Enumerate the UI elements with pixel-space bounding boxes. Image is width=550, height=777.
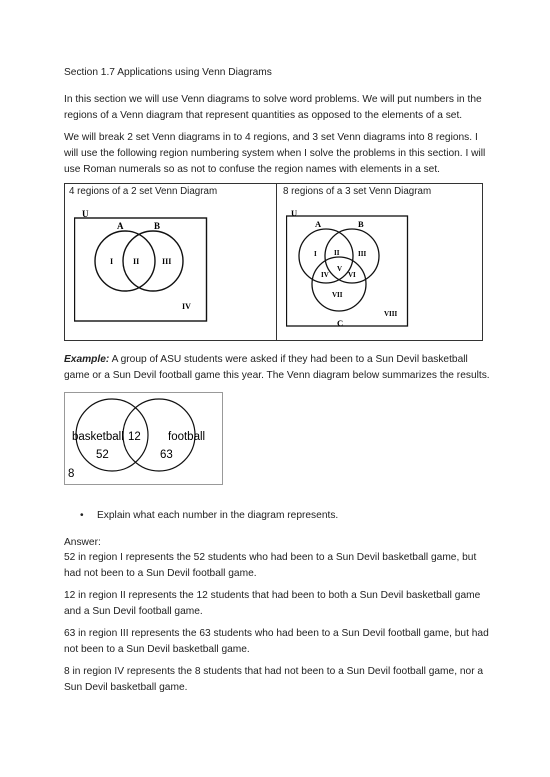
both-count: 12 (128, 431, 141, 443)
example-venn-diagram (64, 392, 224, 486)
two-set-venn-diagram (74, 209, 224, 324)
universe-label: U (291, 208, 298, 218)
set-b-circle (123, 231, 183, 291)
set-c-label: C (337, 318, 344, 328)
intro-paragraph-2: We will break 2 set Venn diagrams in to 4 regions, and 3 set Venn diagrams into 8 regions. I will use the following region numbering system when I solve the problems in this section. I will use Roman numerals so as not to confuse the region names with elements in a set. (64, 132, 486, 175)
example-text: A group of ASU students were asked if they had been to a Sun Devil basketball game or a Sun Devil football game this year. The Venn diagram below summarizes the results. (64, 354, 490, 381)
basketball-label: basketball (72, 431, 124, 443)
universe-label: U (82, 209, 89, 219)
region-label: I (314, 250, 317, 258)
table-divider (276, 184, 277, 340)
set-b-label: B (358, 219, 364, 229)
region-label: IV (321, 271, 329, 279)
football-label: football (168, 431, 206, 443)
region-label: III (358, 250, 367, 258)
answer-heading: Answer: (64, 537, 101, 548)
section-title: Section 1.7 Applications using Venn Diagrams (64, 67, 272, 78)
region-table (64, 183, 483, 341)
answer-line: 8 in region IV represents the 8 students that had not been to a Sun Devil football game, nor a Sun Devil basketball game. (64, 666, 484, 693)
left-cell-header: 4 regions of a 2 set Venn Diagram (69, 186, 218, 197)
bullet-marker: • (80, 510, 84, 521)
three-set-venn-diagram (286, 208, 411, 328)
region-label: II (334, 249, 340, 257)
region-label: II (133, 257, 140, 266)
football-only-count: 63 (160, 449, 173, 461)
set-a-label: A (117, 221, 124, 231)
question-text: Explain what each number in the diagram represents. (97, 510, 339, 521)
answer-line: 63 in region III represents the 63 students who had been to a Sun Devil football game, but had not been to a Sun Devil basketball game. (64, 628, 489, 655)
region-label: III (162, 257, 172, 266)
example-paragraph (64, 352, 494, 384)
region-label: VIII (384, 310, 398, 318)
region-label: IV (182, 302, 191, 311)
answer-line: 52 in region I represents the 52 students who had been to a Sun Devil basketball game, but had not been to a Sun Devil football game. (64, 552, 477, 579)
set-a-label: A (315, 219, 322, 229)
neither-count: 8 (68, 468, 75, 480)
set-a-circle (95, 231, 155, 291)
set-b-label: B (154, 221, 161, 231)
basketball-only-count: 52 (96, 449, 109, 461)
intro-paragraph-1: In this section we will use Venn diagrams to solve word problems. We will put numbers in the regions of a Venn diagram that represent quantities as opposed to the elements of a set. (64, 94, 482, 121)
region-label: V (337, 265, 343, 273)
example-label: Example: (64, 354, 110, 365)
region-label: VI (348, 271, 356, 279)
region-label: VII (332, 291, 343, 299)
right-cell-header: 8 regions of a 3 set Venn Diagram (283, 186, 432, 197)
region-label: I (110, 257, 114, 266)
answer-line: 12 in region II represents the 12 students that had been to both a Sun Devil basketball game and a Sun Devil football game. (64, 590, 481, 617)
